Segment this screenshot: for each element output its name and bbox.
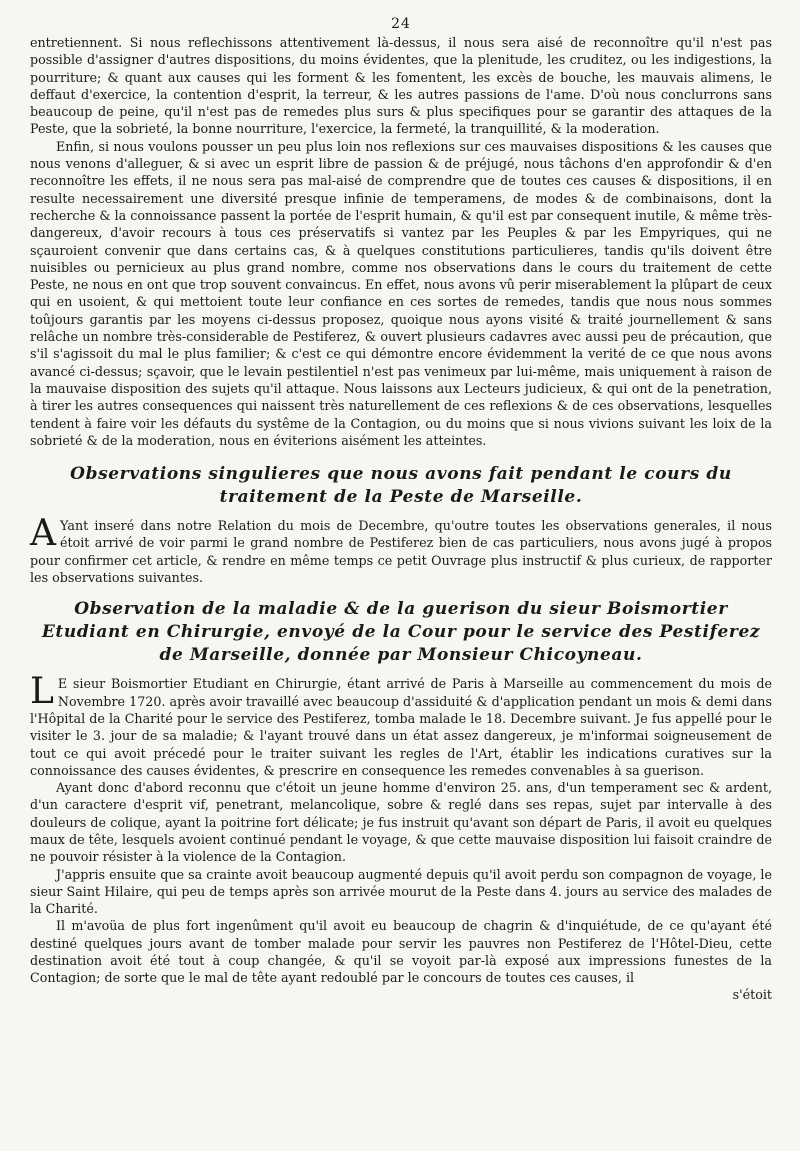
paragraph-1: entretiennent. Si nous reflechissons attentivement là-dessus, il nous sera aisé de reconnoître qu'il n'est pas possible d'assigner d'autres dispositions, du moins évidentes, que la plenitude, les cruditez, ou les indigestions, la pourriture; & quant aux causes qui les forment & les fomentent, les excès de bouche, les mauvais alimens, le deffaut d'exercice, la contention d'esprit, la terreur, & les autres passions de l'ame. D'où nous conclurrons sans beaucoup de peine, qu'il n'est pas de remedes plus surs & plus specifiques pour se garantir des attaques de la Peste, que la sobrieté, la bonne nourriture, l'exercice, la fermeté, la tranquillité, & la moderation.	[30, 35, 772, 137]
catchword: s'étoit	[732, 986, 772, 1002]
paragraph-3	[30, 513, 772, 586]
drop-capital-a: A	[30, 513, 56, 555]
paragraph-3-text: Yant inseré dans notre Relation du mois de Decembre, qu'outre toutes les observations generales, il nous étoit arrivé de voir parmi le grand nombre de Pestiferez bien de cas particuliers, nous avons jugé à propos pour confirmer cet article, & rendre en même temps ce petit Ouvrage plus instructif & plus curieux, de rapporter les observations suivantes.	[30, 518, 772, 586]
section-heading-observations: Observations singulieres que nous avons fait pendant le cours du traitement de la Peste de Marseille.	[70, 464, 732, 508]
paragraph-7: Il m'avoüa de plus fort ingenûment qu'il avoit eu beaucoup de chagrin & d'inquiétude, de ce qu'ayant été destiné quelques jours avant de tomber malade pour servir les pauvres non Pestiferez de l'Hôtel-Dieu, cette destination avoit été tout à coup changée, & qu'il se voyoit par-là exposé aux impressions funestes de la Contagion; de sorte que le mal de tête ayant redoublé par le concours de toutes ces causes, il	[30, 918, 772, 986]
paragraph-2: Enfin, si nous voulons pousser un peu plus loin nos reflexions sur ces mauvaises dispositions & les causes que nous venons d'alleguer, & si avec un esprit libre de passion & de préjugé, nous tâchons d'en approfondir & d'en reconnoître les effets, il ne nous sera pas mal-aisé de comprendre que de toutes ces causes & dispositions, il en resulte necessairement une diversité presque infinie de temperamens, de modes & de combinaisons, dont la recherche & la connoissance passent la portée de l'esprit humain, & qu'il est par consequent inutile, & même très-dangereux, d'avoir recours à tous ces préservatifs si vantez par les Peuples & par les Empyriques, qui ne sçauroient convenir que dans certains cas, & à quelques constitutions particulieres, tandis qu'ils doivent être nuisibles ou pernicieux au plus grand nombre, comme nos observations dans le cours du traitement de cette Peste, ne nous en ont que trop souvent convaincus. En effet, nous avons vû perir miserablement la plûpart de ceux qui en usoient, & qui mettoient toute leur confiance en ces sortes de remedes, tandis que nous nous sommes toûjours garantis par les moyens ci-dessus proposez, quoique nous ayons visité & traité journellement & sans relâche un nombre très-considerable de Pestiferez, & ouvert plusieurs cadavres avec aussi peu de précaution, que s'il s'agissoit du mal le plus familier; & c'est ce qui démontre encore évidemment la verité de ce que nous avons avancé ci-dessus; sçavoir, que le levain pestilentiel n'est pas venimeux par lui-même, mais uniquement à raison de la mauvaise disposition des sujets qu'il attaque. Nous laissons aux Lecteurs judicieux, & qui ont de la penetration, à tirer les autres consequences qui naissent très naturellement de ces reflexions & de ces observations, lesquelles tendent à faire voir les défauts du systême de la Contagion, ou du moins que si nous vivions suivant les loix de la sobrieté & de la moderation, nous en éviterions aisément les atteintes.	[30, 138, 772, 448]
page-number: 24	[391, 16, 411, 32]
paragraph-4-text: E sieur Boismortier Etudiant en Chirurgie, étant arrivé de Paris à Marseille au commencement du mois de Novembre 1720. après avoir travaillé avec beaucoup d'assiduité & d'application pendant un mois & demi dans l'Hôpital de la Charité pour le service des Pestiferez, tomba malade le 18. Decembre suivant. Je fus appellé pour le visiter le 3. jour de sa maladie; & l'ayant trouvé dans un état assez dangereux, je m'informai soigneusement de tout ce qui avoit précedé pour le traiter suivant les regles de l'Art, établir les indications curatives sur la connoissance des causes évidentes, & prescrire en consequence les remedes convenables à sa guerison.	[30, 676, 772, 778]
paragraph-4	[30, 671, 772, 779]
paragraph-5: Ayant donc d'abord reconnu que c'étoit un jeune homme d'environ 25. ans, d'un temperament sec & ardent, d'un caractere d'esprit vif, penetrant, melancolique, sobre & reglé dans ses repas, sujet par intervalle à des douleurs de colique, ayant la poitrine fort délicate; je fus instruit qu'avant son départ de Paris, il avoit eu quelques maux de tête, lesquels avoient continué pendant le voyage, & que cette mauvaise disposition lui faisoit craindre de ne pouvoir résister à la violence de la Contagion.	[30, 780, 772, 865]
section-heading-boismortier: Observation de la maladie & de la guerison du sieur Boismortier Etudiant en Chirurgie, envoyé de la Cour pour le service des Pestiferez de Marseille, donnée par Monsieur Chicoyneau.	[41, 599, 761, 666]
drop-capital-l: L	[30, 671, 54, 713]
paragraph-6: J'appris ensuite que sa crainte avoit beaucoup augmenté depuis qu'il avoit perdu son compagnon de voyage, le sieur Saint Hilaire, qui peu de temps après son arrivée mourut de la Peste dans 4. jours au service des malades de la Charité.	[30, 866, 772, 917]
